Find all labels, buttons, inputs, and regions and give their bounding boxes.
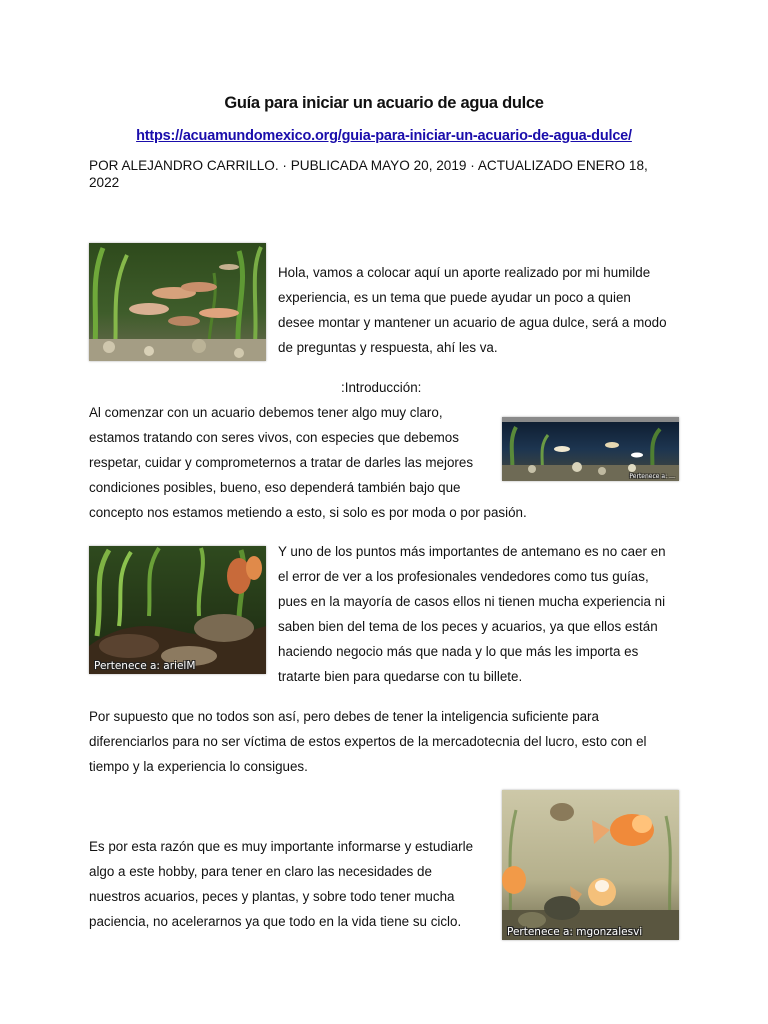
paragraph-intro bbox=[278, 260, 688, 360]
text-line: tiempo y la experiencia lo consigues. bbox=[89, 759, 308, 774]
aquarium-rocks-image bbox=[89, 546, 266, 674]
text-line: desee montar y mantener un acuario de agua dulce, será a modo bbox=[278, 315, 667, 330]
goldfish-image bbox=[502, 790, 679, 940]
text-line: nuestros acuarios, peces y plantas, y sobre todo tener mucha bbox=[89, 889, 455, 904]
text-line: paciencia, no acelerarnos ya que todo en la vida tiene su ciclo. bbox=[89, 914, 462, 929]
text-line: saben bien del tema de los peces y acuarios, ya que ellos están bbox=[278, 619, 658, 634]
text-line: diferenciarlos para no ser víctima de estos expertos de la mercadotecnia del lucro, esto con el bbox=[89, 734, 647, 749]
document-title: Guía para iniciar un acuario de agua dulce bbox=[224, 94, 544, 112]
text-line: Es por esta razón que es muy importante informarse y estudiarle bbox=[89, 839, 474, 854]
source-link[interactable]: https://acuamundomexico.org/guia-para-iniciar-un-acuario-de-agua-dulce/ bbox=[136, 128, 632, 144]
byline: POR ALEJANDRO CARRILLO. · PUBLICADA MAYO 20, 2019 · ACTUALIZADO ENERO 18, 2022 bbox=[89, 158, 648, 190]
text-line: condiciones posibles, bueno, eso dependerá también bajo que bbox=[89, 480, 461, 495]
text-line: pues en la mayoría de casos ellos ni tienen mucha experiencia ni bbox=[278, 594, 666, 609]
aquarium-tank-image bbox=[502, 417, 679, 481]
paragraph-reason bbox=[89, 834, 499, 934]
image-caption: Pertenece a: arielM bbox=[94, 660, 196, 672]
text-line: de preguntas y respuesta, ahí les va. bbox=[278, 340, 498, 355]
text-line: algo a este hobby, para tener en claro las necesidades de bbox=[89, 864, 432, 879]
text-line: Al comenzar con un acuario debemos tener algo muy claro, bbox=[89, 405, 443, 420]
paragraph-vendors bbox=[278, 539, 688, 689]
text-line: experiencia, es un tema que puede ayudar un poco a quien bbox=[278, 290, 631, 305]
text-line: Hola, vamos a colocar aquí un aporte realizado por mi humilde bbox=[278, 265, 651, 280]
image-caption: Pertenece a: mgonzalesvi bbox=[507, 926, 643, 938]
text-line: el error de ver a los profesionales vendedores como tus guías, bbox=[278, 569, 649, 584]
text-line: respetar, cuidar y comprometernos a tratar de darles las mejores bbox=[89, 455, 474, 470]
paragraph-not-all bbox=[89, 704, 699, 779]
text-line: concepto nos estamos metiendo a esto, si solo es por moda o por pasión. bbox=[89, 505, 527, 520]
text-line: Y uno de los puntos más importantes de antemano es no caer en bbox=[278, 544, 666, 559]
text-line: tratarte bien para quedarse con tu billete. bbox=[278, 669, 523, 684]
text-line: estamos tratando con seres vivos, con especies que debemos bbox=[89, 430, 459, 445]
image-caption: Pertenece a: … bbox=[629, 473, 675, 480]
text-line: haciendo negocio más que nada y lo que más les importa es bbox=[278, 644, 639, 659]
text-line: Por supuesto que no todos son así, pero debes de tener la inteligencia suficiente para bbox=[89, 709, 599, 724]
section-heading: :Introducción: bbox=[341, 380, 422, 395]
aquarium-fish-image bbox=[89, 243, 266, 361]
